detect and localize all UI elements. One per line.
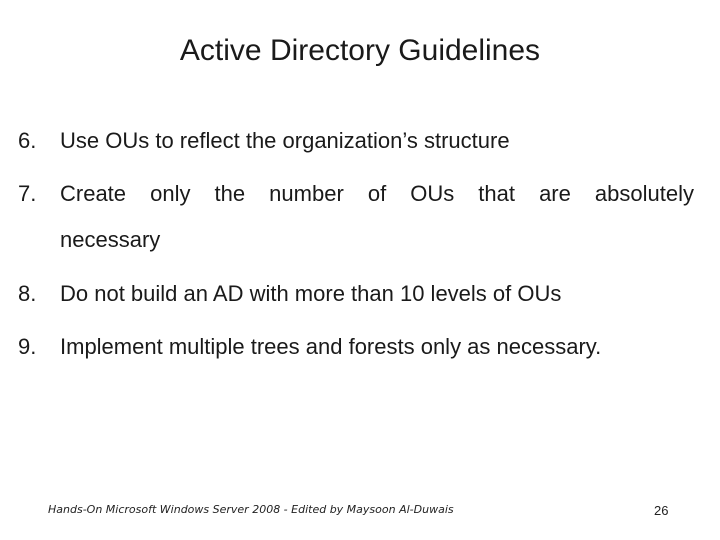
list-item-number: 6.	[18, 128, 37, 153]
slide-title: Active Directory Guidelines	[179, 34, 541, 67]
list-item-text: Implement multiple trees and forests only as necessary.	[60, 334, 602, 359]
page-number: 26	[654, 503, 669, 518]
list-item-number: 8.	[18, 281, 37, 306]
footer-text: Hands-On Microsoft Windows Server 2008 - Edited by Maysoon Al-Duwais	[48, 503, 454, 516]
list-item-text: Use OUs to reflect the organization’s structure	[60, 128, 510, 153]
list-item-text: Create only the number of OUs that are absolutely	[60, 181, 694, 206]
list-item-7-continuation: necessary	[60, 227, 161, 252]
list-item-text: Do not build an AD with more than 10 levels of OUs	[60, 281, 562, 306]
list-item-number: 7.	[18, 181, 37, 206]
list-item-number: 9.	[18, 334, 37, 359]
